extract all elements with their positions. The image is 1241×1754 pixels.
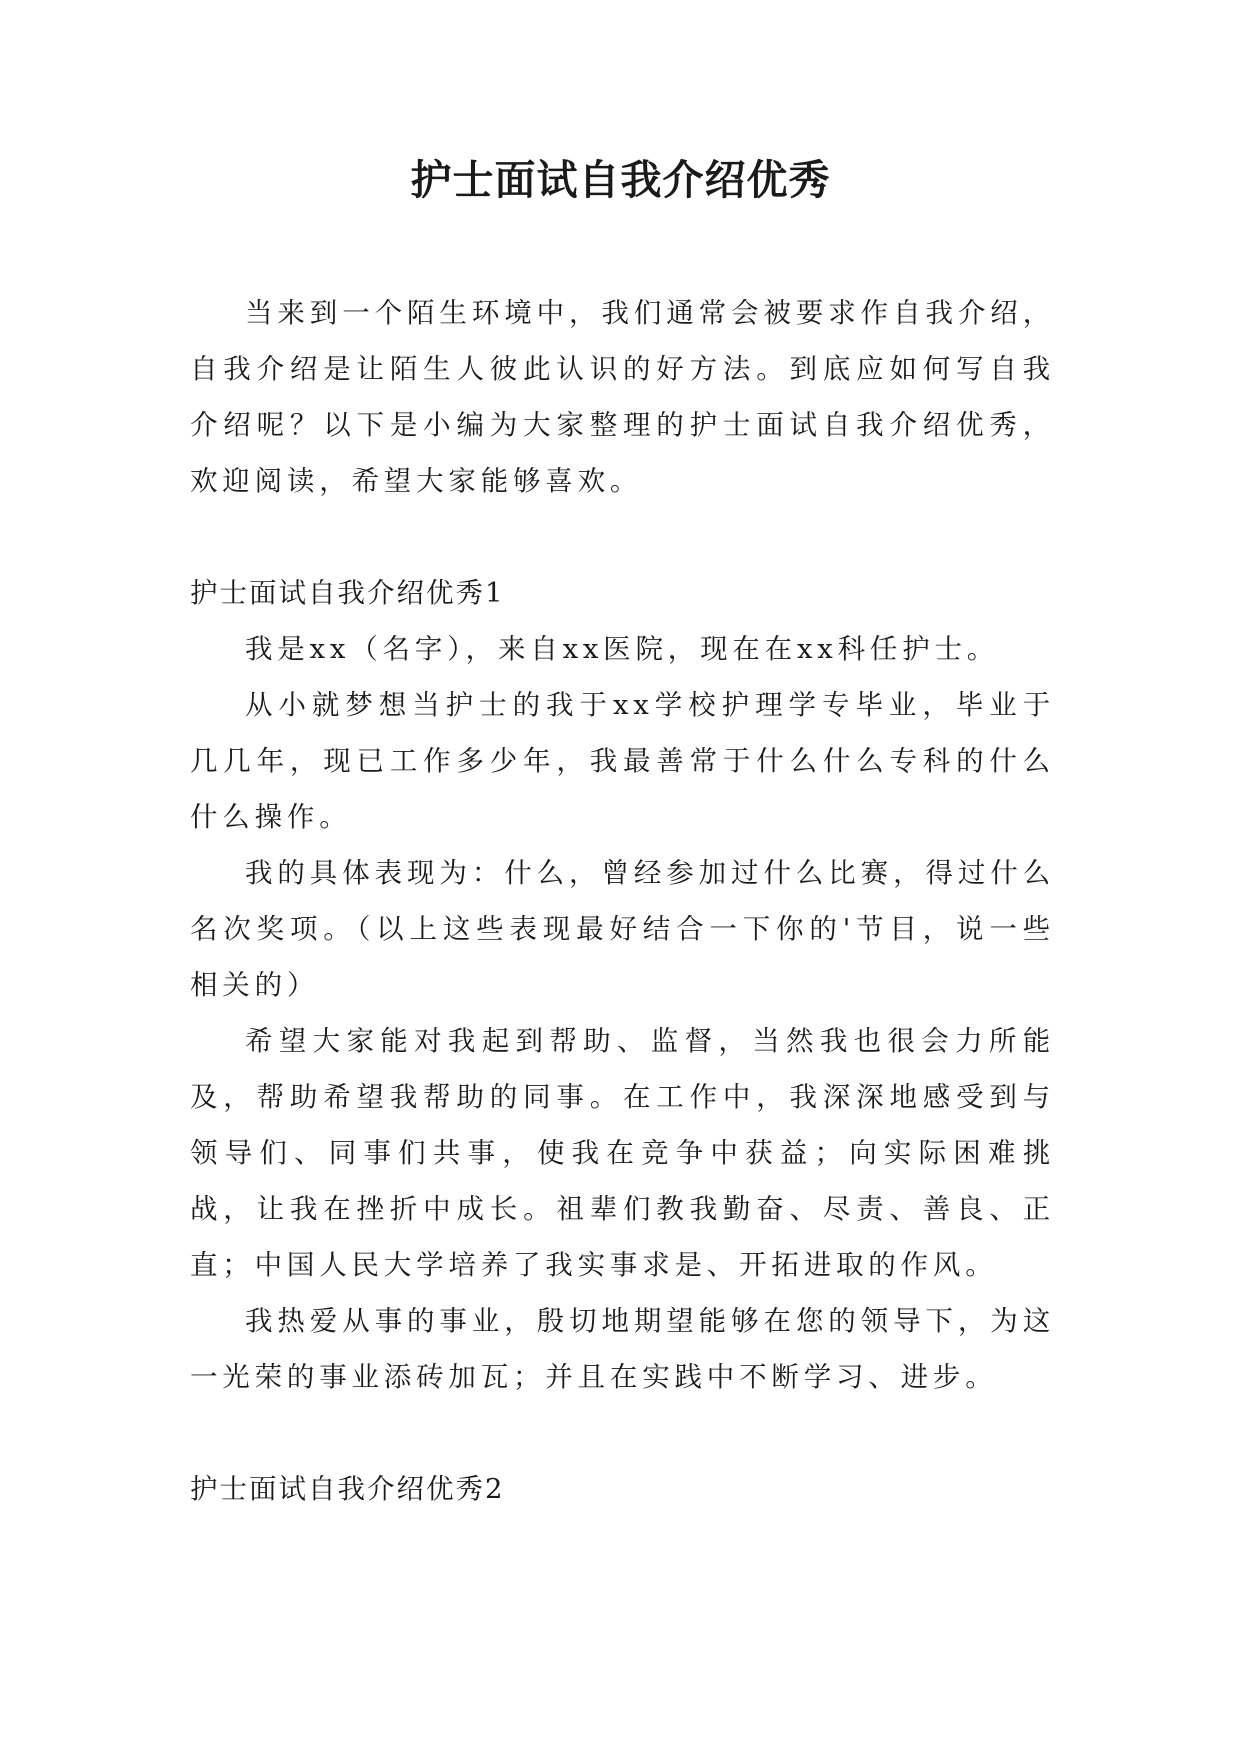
intro-paragraph: 当来到一个陌生环境中，我们通常会被要求作自我介绍，自我介绍是让陌生人彼此认识的好方法。到底应如何写自我介绍呢？以下是小编为大家整理的护士面试自我介绍优秀，欢迎阅读，希望大家能够喜欢。 [190,297,1055,497]
document-body [190,285,1055,1517]
section1-paragraph: 从小就梦想当护士的我于xx学校护理学专毕业，毕业于几几年，现已工作多少年，我最善常于什么什么专科的什么什么操作。 [190,689,1055,833]
section1-paragraph: 我热爱从事的事业，殷切地期望能够在您的领导下，为这一光荣的事业添砖加瓦；并且在实践中不断学习、进步。 [190,1305,1055,1393]
section1-paragraph: 我的具体表现为：什么，曾经参加过什么比赛，得过什么名次奖项。（以上这些表现最好结合一下你的'节目，说一些相关的） [190,857,1055,1001]
section1-paragraph: 希望大家能对我起到帮助、监督，当然我也很会力所能及，帮助希望我帮助的同事。在工作中，我深深地感受到与领导们、同事们共事，使我在竞争中获益；向实际困难挑战，让我在挫折中成长。祖辈们教我勤奋、尽责、善良、正直；中国人民大学培养了我实事求是、开拓进取的作风。 [190,1025,1055,1281]
section1-paragraph: 我是xx（名字），来自xx医院，现在在xx科任护士。 [245,633,1000,665]
section-heading-1: 护士面试自我介绍优秀1 [190,577,505,609]
document-title: 护士面试自我介绍优秀 [410,156,831,204]
section-heading-2: 护士面试自我介绍优秀2 [190,1473,505,1505]
